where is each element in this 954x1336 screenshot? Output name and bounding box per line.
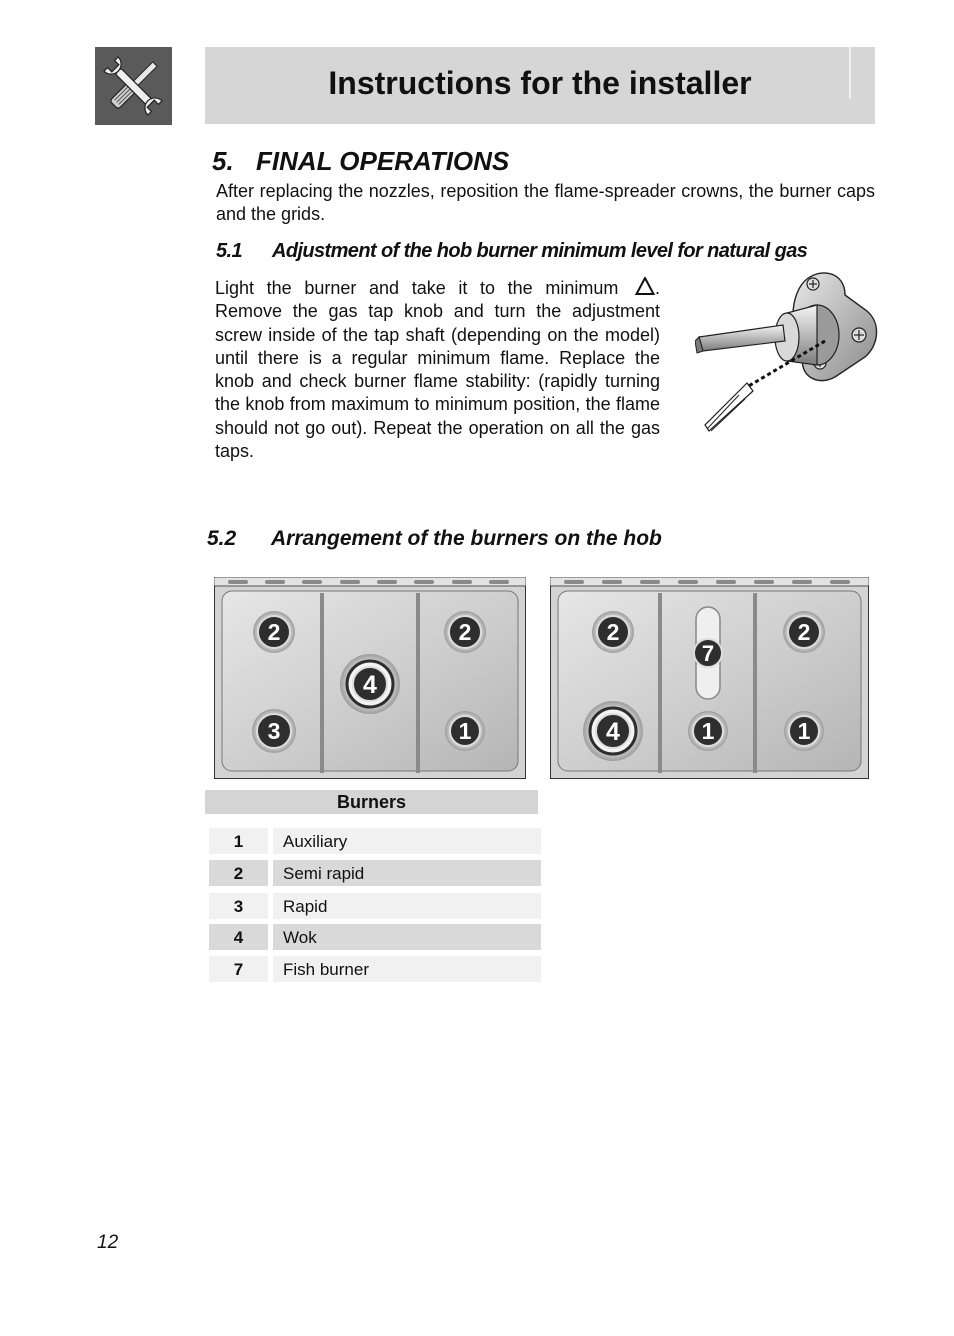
burner-name: Rapid	[273, 893, 541, 919]
header-bar	[205, 47, 875, 124]
section-5-1-text	[215, 277, 660, 463]
page-title: Instructions for the installer	[328, 65, 752, 101]
section-5-1-text-part1: Light the burner and take it to the minimum	[215, 278, 619, 298]
section-5-1-text-part2: . Remove the gas tap knob and turn the adjustment screw inside of the tap shaft (depending on the model) until there is a regular minimum flame. Replace the knob and check burner flame stability: (rapidly turning the knob from maximum to minimum position, the flame should not go out). Repeat the operation on all the gas taps.	[215, 278, 660, 462]
tools-logo	[95, 47, 172, 125]
section-5-number: 5.	[212, 146, 234, 176]
svg-text:3: 3	[267, 718, 281, 744]
table-row	[209, 956, 541, 982]
flange-screw-top	[807, 278, 819, 290]
section-5-heading	[212, 146, 509, 177]
burner-4-bottom-left	[583, 701, 643, 761]
burner-4-center	[340, 654, 400, 714]
svg-text:2: 2	[458, 619, 472, 645]
burner-3-bottom-left	[252, 709, 296, 753]
section-5-2-heading	[207, 527, 662, 551]
burner-number: 7	[209, 956, 268, 982]
table-row	[209, 860, 541, 886]
flange-screw-right	[852, 328, 866, 342]
section-5-2-number: 5.2	[207, 527, 237, 550]
hob-right-diagram	[550, 577, 869, 779]
burner-name: Wok	[273, 924, 541, 950]
section-5-1-heading	[216, 240, 807, 263]
burner-2-top-right	[444, 611, 486, 653]
section-5-1-title: Adjustment of the hob burner minimum level for natural gas	[272, 240, 808, 262]
burner-1-bottom-right	[784, 711, 824, 751]
minimum-flame-triangle-icon	[635, 277, 655, 295]
section-5-2-title: Arrangement of the burners on the hob	[271, 527, 662, 550]
burner-number: 2	[209, 860, 268, 886]
page-number: 12	[97, 1232, 119, 1253]
burner-1-bottom-center	[688, 711, 728, 751]
svg-text:4: 4	[606, 718, 620, 746]
burner-name: Auxiliary	[273, 828, 541, 854]
svg-text:1: 1	[797, 718, 811, 744]
hob-left-diagram	[214, 577, 526, 779]
svg-text:2: 2	[606, 619, 620, 645]
svg-text:4: 4	[363, 671, 377, 699]
svg-text:2: 2	[797, 619, 811, 645]
svg-text:2: 2	[267, 619, 281, 645]
burner-number: 4	[209, 924, 268, 950]
burner-2-top-left	[253, 611, 295, 653]
table-row	[209, 828, 541, 854]
burner-2-top-left	[592, 611, 634, 653]
section-5-1-number: 5.1	[216, 240, 243, 262]
svg-text:7: 7	[701, 641, 715, 666]
burner-number: 3	[209, 893, 268, 919]
burner-1-bottom-right	[445, 711, 485, 751]
burner-name: Semi rapid	[273, 860, 541, 886]
table-row	[209, 893, 541, 919]
tools-icon	[95, 47, 172, 125]
table-row	[209, 924, 541, 950]
burner-name: Fish burner	[273, 956, 541, 982]
svg-text:1: 1	[701, 718, 715, 744]
burners-table-header: Burners	[205, 790, 538, 814]
burner-7-fish	[694, 639, 722, 667]
svg-text:1: 1	[458, 718, 472, 744]
section-5-title: FINAL OPERATIONS	[256, 146, 510, 176]
gas-tap-illustration	[695, 265, 880, 440]
burner-2-top-right	[783, 611, 825, 653]
burner-number: 1	[209, 828, 268, 854]
section-5-intro: After replacing the nozzles, reposition the flame-spreader crowns, the burner caps and the grids.	[216, 181, 875, 224]
